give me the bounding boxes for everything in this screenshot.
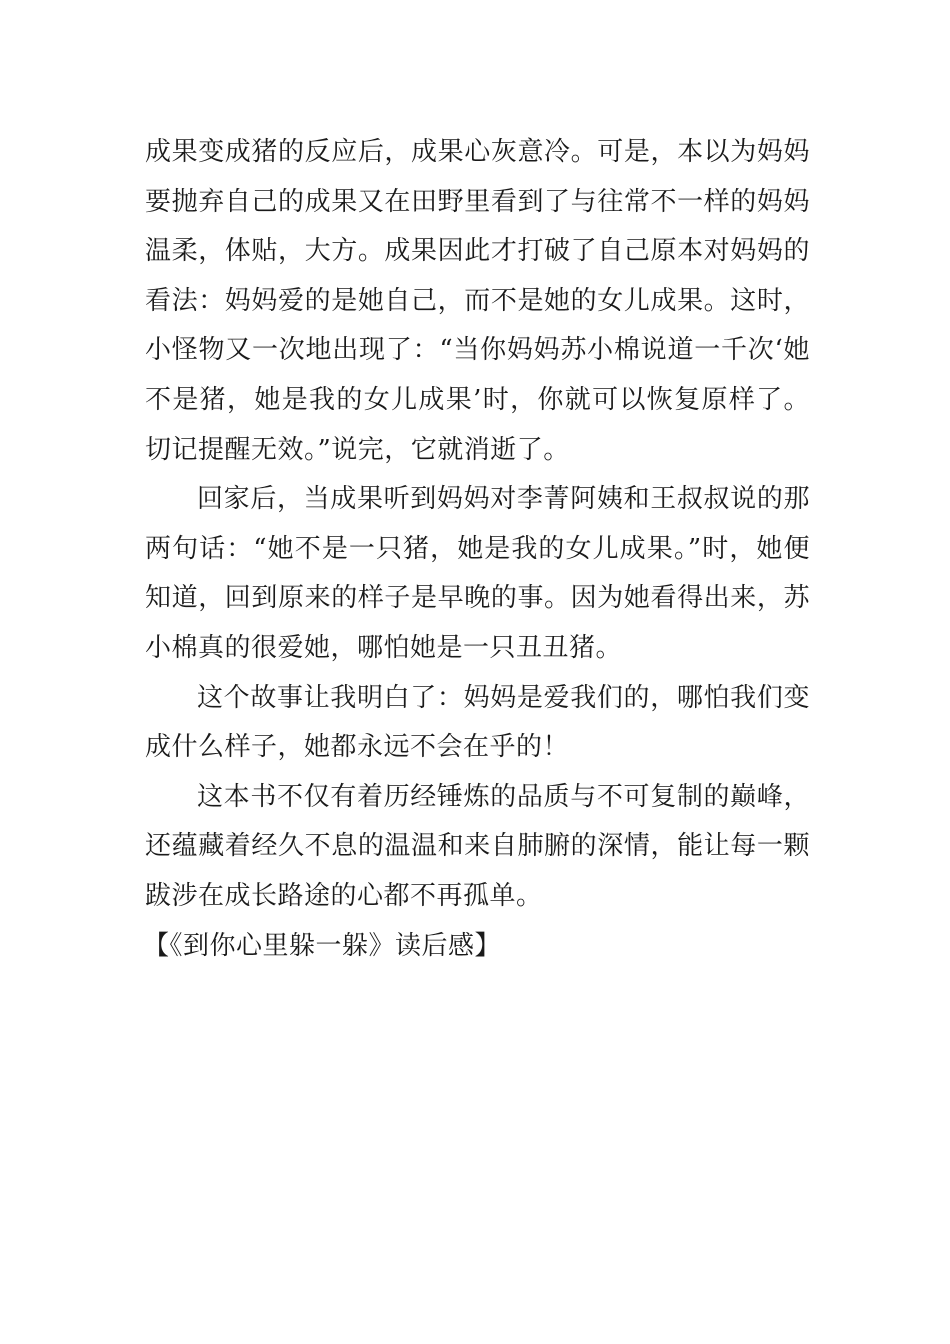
- paragraph-3: 这个故事让我明白了：妈妈是爱我们的，哪怕我们变成什么样子，她都永远不会在乎的！: [145, 682, 810, 763]
- document-body: [145, 128, 810, 971]
- paragraph-4: 这本书不仅有着历经锤炼的品质与不可复制的巅峰，还蕴藏着经久不息的温温和来自肺腑的深情，能让每一颗跋涉在成长路途的心都不再孤单。: [145, 781, 810, 911]
- section-heading: 【《到你心里躲一躲》读后感】: [143, 930, 502, 961]
- paragraph-1: 成果变成猪的反应后，成果心灰意冷。可是，本以为妈妈要抛弃自己的成果又在田野里看到了与往常不一样的妈妈温柔，体贴，大方。成果因此才打破了自己原本对妈妈的看法：妈妈爱的是她自己，而不是她的女儿成果。这时，小怪物又一次地出现了：“当你妈妈苏小棉说道一千次‘她不是猪，她是我的女儿成果’时，你就可以恢复原样了。切记提醒无效。”说完，它就消逝了。: [145, 137, 810, 465]
- paragraph-2: 回家后，当成果听到妈妈对李菁阿姨和王叔叔说的那两句话：“她不是一只猪，她是我的女儿成果。”时，她便知道，回到原来的样子是早晚的事。因为她看得出来，苏小棉真的很爱她，哪怕她是一只丑丑猪。: [145, 484, 810, 663]
